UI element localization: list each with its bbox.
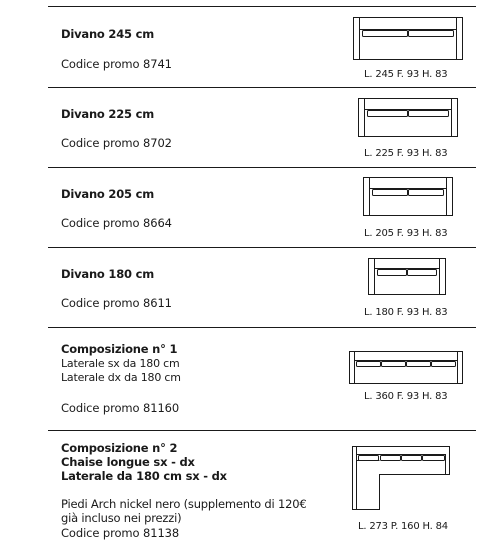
promo-code: Codice promo 81160 [61, 401, 180, 415]
dimensions-label: L. 245 F. 93 H. 83 [364, 69, 448, 80]
two-seat-sofa-icon [353, 17, 463, 61]
chaise-longue-sofa-icon [352, 446, 450, 510]
dimensions-label: L. 225 F. 93 H. 83 [364, 148, 448, 159]
composition-detail: Laterale sx da 180 cm [61, 357, 180, 370]
promo-code: Codice promo 8611 [61, 296, 172, 310]
product-title: Divano 245 cm [61, 27, 155, 41]
four-seat-sofa-icon [349, 351, 463, 385]
product-title: Composizione n° 1 [61, 342, 178, 356]
product-title: Divano 205 cm [61, 187, 155, 201]
note-text: Piedi Arch nickel nero (supplemento di 120€ [61, 497, 307, 511]
product-title: Composizione n° 2 [61, 441, 178, 455]
dimensions-label: L. 273 P. 160 H. 84 [358, 521, 448, 532]
promo-code: Codice promo 8741 [61, 57, 172, 71]
product-catalog [48, 6, 476, 542]
dimensions-label: L. 180 F. 93 H. 83 [364, 307, 448, 318]
product-row [48, 6, 476, 87]
product-row [48, 87, 476, 167]
product-row [48, 167, 476, 247]
product-row [48, 327, 476, 430]
promo-code: Codice promo 8702 [61, 136, 172, 150]
promo-code: Codice promo 8664 [61, 216, 172, 230]
product-row [48, 430, 476, 542]
composition-detail: Chaise longue sx - dx [61, 455, 195, 469]
product-title: Divano 180 cm [61, 267, 155, 281]
two-seat-sofa-icon [358, 98, 458, 138]
promo-code: Codice promo 81138 [61, 526, 180, 540]
note-text: già incluso nei prezzi) [61, 511, 182, 525]
product-title: Divano 225 cm [61, 107, 155, 121]
two-seat-sofa-icon [368, 258, 446, 296]
product-row [48, 247, 476, 327]
dimensions-label: L. 360 F. 93 H. 83 [364, 391, 448, 402]
dimensions-label: L. 205 F. 93 H. 83 [364, 228, 448, 239]
two-seat-sofa-icon [363, 177, 453, 217]
composition-detail: Laterale dx da 180 cm [61, 371, 181, 384]
composition-detail: Laterale da 180 cm sx - dx [61, 469, 227, 483]
